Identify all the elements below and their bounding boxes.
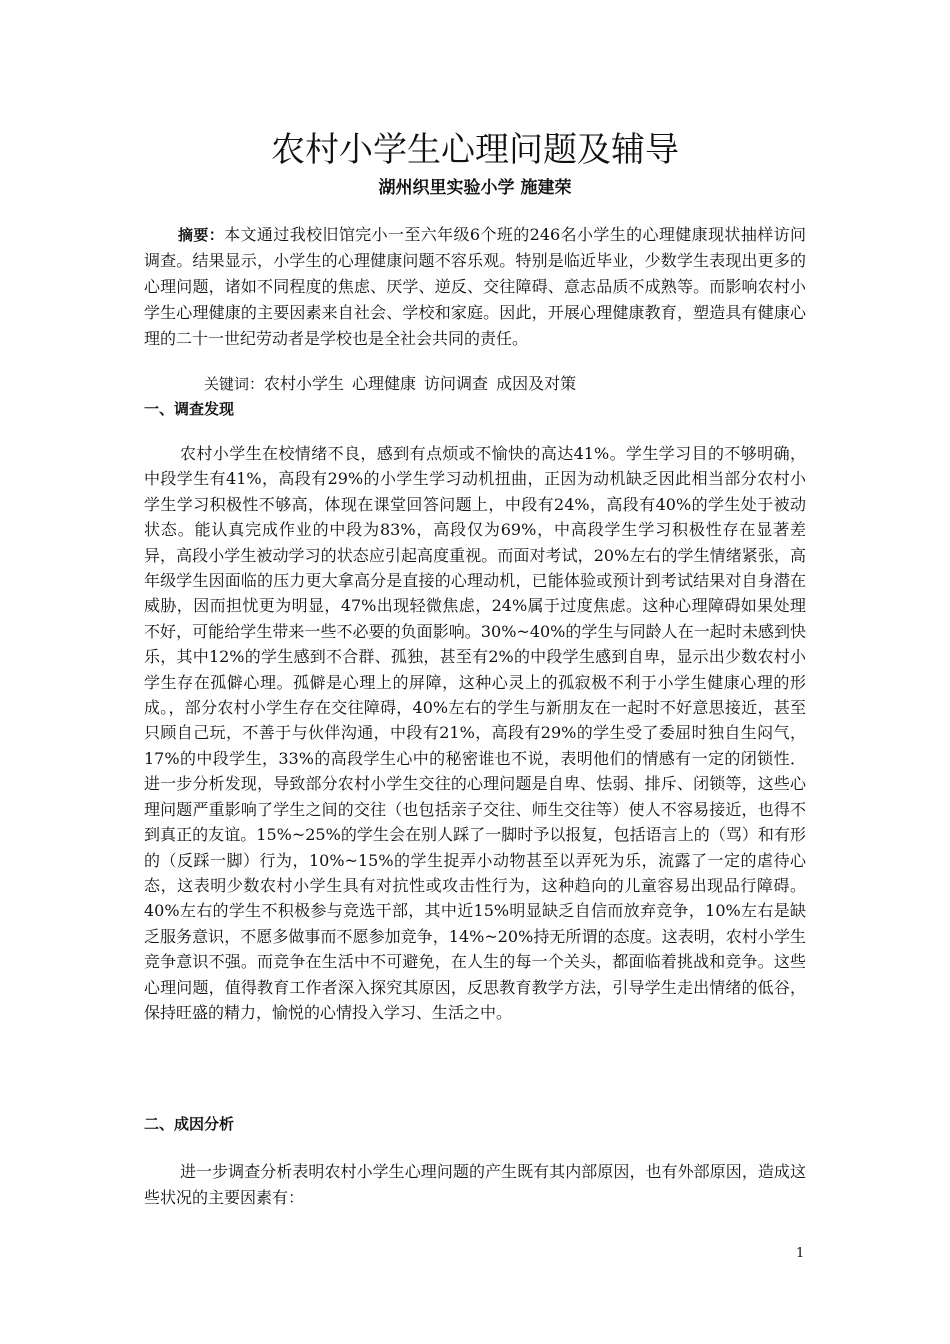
keyword: 心理健康 xyxy=(352,374,417,393)
keywords-label: 关键词： xyxy=(204,375,265,393)
keyword: 成因及对策 xyxy=(496,374,577,393)
keyword: 访问调查 xyxy=(424,374,489,393)
section-heading-findings: 一、调查发现 xyxy=(144,400,235,418)
document-title: 农村小学生心理问题及辅导 xyxy=(271,130,679,170)
document-author: 湖州织里实验小学 施建荣 xyxy=(378,178,572,198)
keyword: 农村小学生 xyxy=(264,374,345,393)
section-body-causes: 进一步调查分析表明农村小学生心理问题的产生既有其内部原因，也有外部原因，造成这些状况的主要因素有： xyxy=(144,1162,806,1207)
page-number: 1 xyxy=(796,1246,805,1261)
keywords-line xyxy=(144,372,866,396)
abstract-paragraph xyxy=(144,222,806,352)
abstract-label: 摘要： xyxy=(178,226,225,244)
section-body-findings: 农村小学生在校情绪不良，感到有点烦或不愉快的高达41%。学生学习目的不够明确，中段学生有41%，高段有29%的小学生学习动机扭曲，正因为动机缺乏因此相当部分农村小学生学习积极性不够高，体现在课堂回答问题上，中段有24%，高段有40%的学生处于被动状态。能认真完成作业的中段为83%，高段仅为69%，中高段学生学习积极性存在显著差异，高段小学生被动学习的状态应引起高度重视。而面对考试，20%左右的学生情绪紧张，高年级学生因面临的压力更大拿高分是直接的心理动机，已能体验或预计到考试结果对自身潜在威胁，因而担忧更为明显，47%出现轻微焦虑，24%属于过度焦虑。这种心理障碍如果处理不好，可能给学生带来一些不必要的负面影响。30%~40%的学生与同龄人在一起时未感到快乐，其中12%的学生感到不合群、孤独，甚至有2%的中段学生感到自卑，显示出少数农村小学生存在孤僻心理。孤僻是心理上的屏障，这种心灵上的孤寂极不利于小学生健康心理的形成。，部分农村小学生存在交往障碍，40%左右的学生与新朋友在一起时不好意思接近，甚至只顾自己玩，不善于与伙伴沟通，中段有21%，高段有29%的学生受了委屈时独自生闷气，17%的中段学生，33%的高段学生心中的秘密谁也不说，表明他们的情感有一定的闭锁性．进一步分析发现，导致部分农村小学生交往的心理问题是自卑、怯弱、排斥、闭锁等，这些心理问题严重影响了学生之间的交往（也包括亲子交往、师生交往等）使人不容易接近，也得不到真正的友谊。15%~25%的学生会在别人踩了一脚时予以报复，包括语言上的（骂）和有形的（反踩一脚）行为，10%~15%的学生捉弄小动物甚至以弄死为乐，流露了一定的虐待心态，这表明少数农村小学生具有对抗性或攻击性行为，这种趋向的儿童容易出现品行障碍。 40%左右的学生不积极参与竞选干部，其中近15%明显缺乏自信而放弃竞争，10%左右是缺乏服务意识，不愿多做事而不愿参加竞争，14%~20%持无所谓的态度。这表明，农村小学生竞争意识不强。而竞争在生活中不可避免，在人生的每一个关头，都面临着挑战和竞争。这些心理问题，值得教育工作者深入探究其原因，反思教育教学方法，引导学生走出情绪的低谷，保持旺盛的精力，愉悦的心情投入学习、生活之中。 xyxy=(144,444,806,1022)
section-heading-causes: 二、成因分析 xyxy=(144,1115,235,1133)
abstract-text: 本文通过我校旧馆完小一至六年级6个班的246名小学生的心理健康现状抽样访问调查。结果显示，小学生的心理健康问题不容乐观。特别是临近毕业，少数学生表现出更多的心理问题，诸如不同程度的焦虑、厌学、逆反、交往障碍、意志品质不成熟等。而影响农村小学生心理健康的主要因素来自社会、学校和家庭。因此，开展心理健康教育，塑造具有健康心理的二十一世纪劳动者是学校也是全社会共同的责任。 xyxy=(144,225,806,348)
